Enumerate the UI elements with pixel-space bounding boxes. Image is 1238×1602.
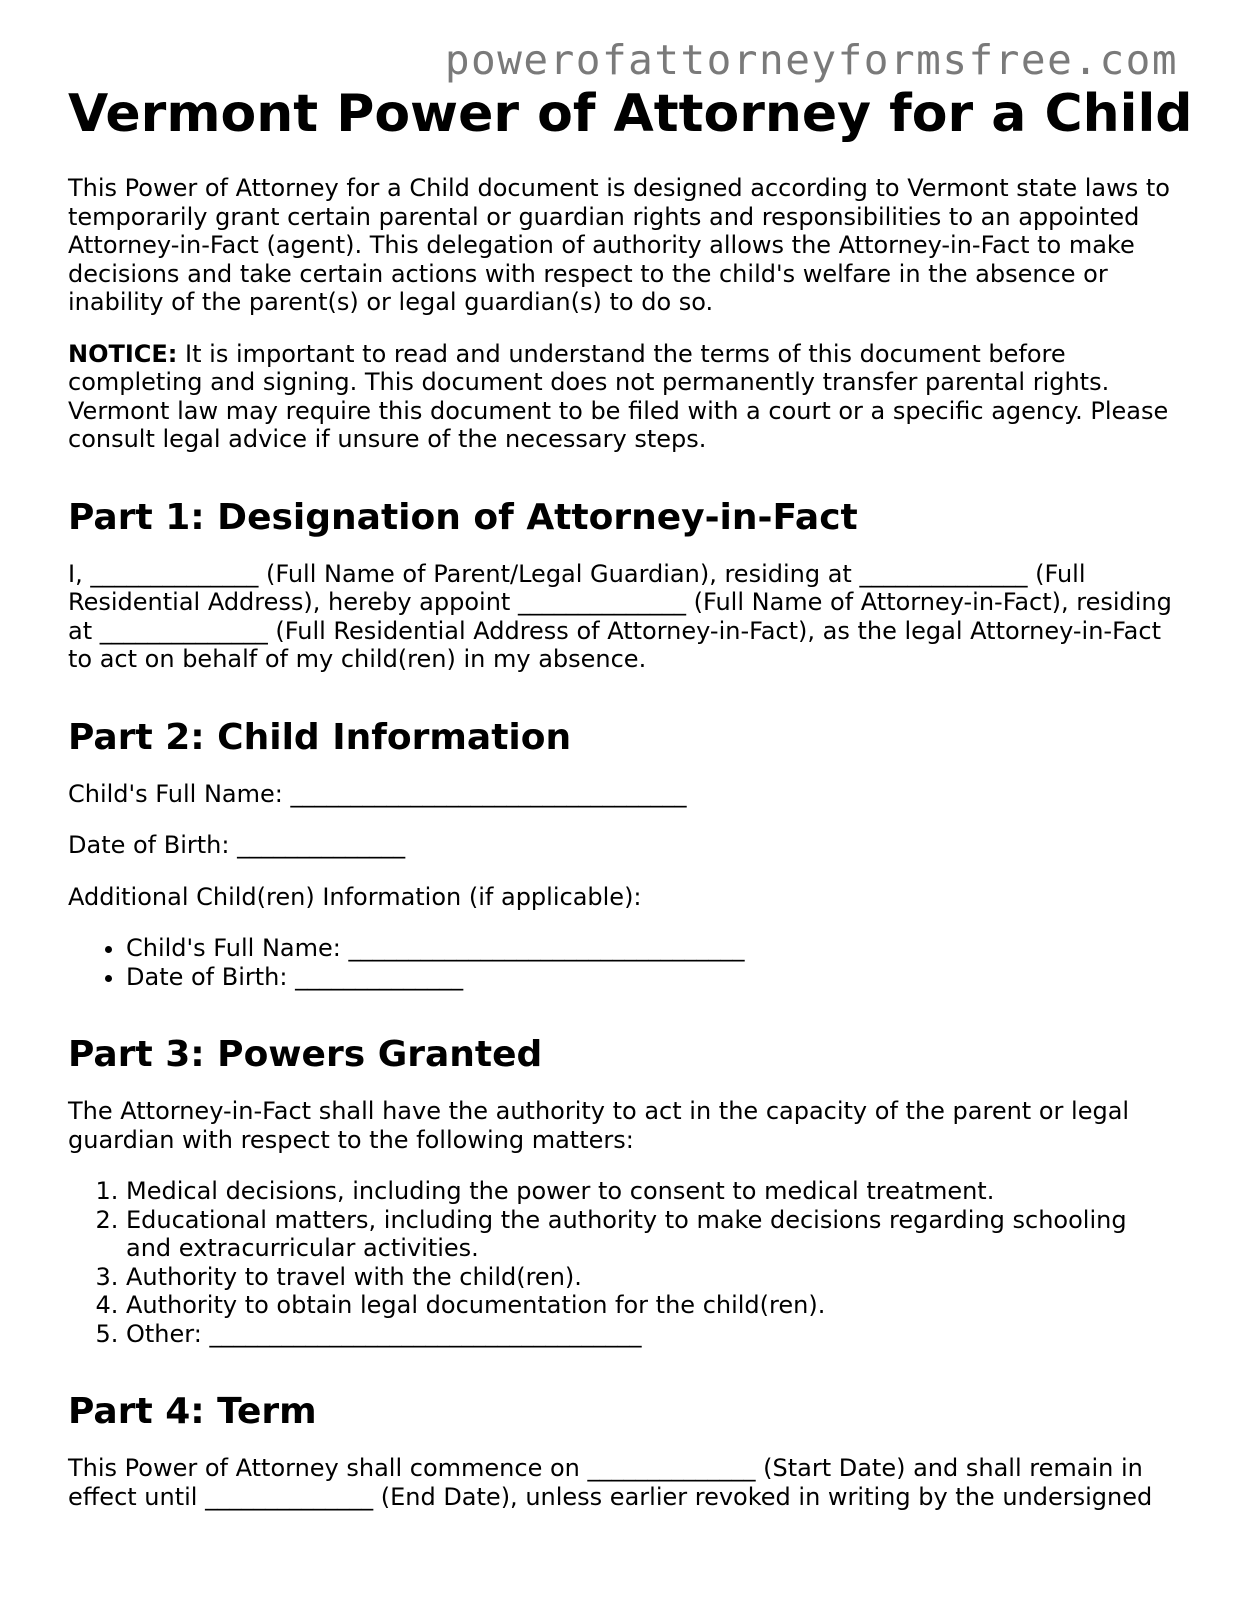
part4-heading: Part 4: Term	[68, 1391, 317, 1432]
dob-line: Date of Birth: ______________	[68, 831, 406, 859]
document-title: Vermont Power of Attorney for a Child	[68, 84, 1193, 144]
list-item: 5. Other: ____________________________________	[126, 1320, 1178, 1349]
document-body	[68, 174, 1178, 1534]
notice-paragraph	[68, 340, 1178, 454]
part3-heading: Part 3: Powers Granted	[68, 1034, 543, 1075]
list-item: 3. Authority to travel with the child(ren).	[126, 1263, 1178, 1292]
part1-paragraph: I, ______________ (Full Name of Parent/Legal Guardian), residing at ______________ (Full Residential Address), hereby appoint ______________ (Full Name of Attorney-in-Fact), residing at ______________ (Full Residential Address of Attorney-in-Fact), as the legal Attorney-in-Fact to act on behalf of my child(ren) in my absence.	[68, 559, 1172, 673]
intro-paragraph: This Power of Attorney for a Child document is designed according to Vermont state laws to temporarily grant certain parental or guardian rights and responsibilities to an appointed Attorney-in-Fact (agent). This delegation of authority allows the Attorney-in-Fact to make decisions and take certain actions with respect to the child's welfare in the absence or inability of the parent(s) or legal guardian(s) to do so.	[68, 174, 1170, 316]
list-item: 2. Educational matters, including the authority to make decisions regarding schooling and extracurricular activities.	[126, 1206, 1178, 1263]
part4-paragraph: This Power of Attorney shall commence on ______________ (Start Date) and shall remain in effect until ______________ (End Date), unless earlier revoked in writing by the undersigned	[68, 1454, 1153, 1511]
part2-heading: Part 2: Child Information	[68, 716, 572, 758]
notice-label: NOTICE:	[68, 339, 178, 368]
watermark-text: powerofattorneyformsfree.com	[444, 36, 1178, 84]
notice-text: It is important to read and understand the terms of this document before completing and signing. This document does not permanently transfer parental rights. Vermont law may require this document to be filed with a court or a specific agency. Please consult legal advice if unsure of the necessary steps.	[68, 339, 1169, 453]
child-name-line: Child's Full Name: _________________________________	[68, 779, 687, 808]
list-item: • Child's Full Name: _________________________________	[126, 934, 1178, 963]
additional-info-label: Additional Child(ren) Information (if applicable):	[68, 882, 642, 911]
list-item: 1. Medical decisions, including the power to consent to medical treatment.	[126, 1177, 1178, 1206]
list-item: 4. Authority to obtain legal documentation for the child(ren).	[126, 1291, 1178, 1320]
additional-child-list	[68, 934, 1178, 991]
part3-intro: The Attorney-in-Fact shall have the authority to act in the capacity of the parent or legal guardian with respect to the following matters:	[68, 1097, 1130, 1154]
part1-heading: Part 1: Designation of Attorney-in-Fact	[68, 496, 858, 538]
powers-list	[68, 1177, 1178, 1348]
list-item: • Date of Birth: ______________	[126, 963, 1178, 992]
